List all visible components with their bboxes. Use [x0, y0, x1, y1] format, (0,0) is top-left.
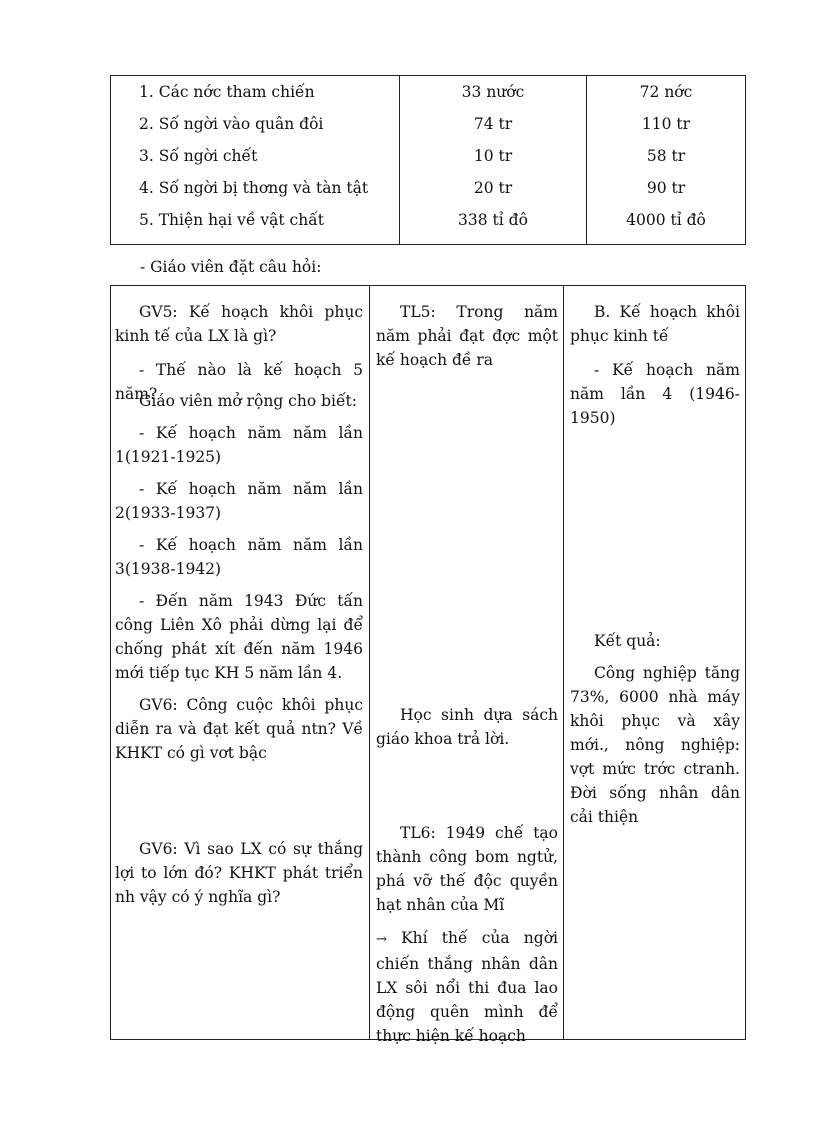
row-label: 2. Số ngời vào quân đôi	[139, 115, 324, 133]
section-b-heading: B. Kế hoạch khôi phục kinh tế	[570, 303, 740, 345]
teacher-question-note: - Giáo viên đặt câu hỏi:	[140, 258, 322, 276]
answer-tl6: TL6: 1949 chế tạo thành công bom ngtử, phá vỡ thế độc quyền hạt nhân của Mĩ	[376, 824, 558, 914]
answer-tl5: TL5: Trong năm năm phải đạt đợc một kế hoạch đề ra	[376, 303, 558, 369]
value: 90 tr	[646, 179, 686, 197]
content-cell	[564, 286, 746, 1040]
value: 72 nớc	[639, 83, 693, 101]
value: 20 tr	[473, 179, 513, 197]
plan-1: - Kế hoạch năm năm lần 1(1921-1925)	[115, 424, 363, 466]
teacher-activity-cell	[111, 286, 370, 1040]
question-gv6-victory: GV6: Vì sao LX có sự thắng lợi to lớn đó? KHKT phát triển nh vậy có ý nghĩa gì?	[115, 840, 363, 906]
plan-3: - Kế hoạch năm năm lần 3(1938-1942)	[115, 536, 363, 578]
consequence-text: Khí thế của ngời chiến thắng nhân dân LX sôi nổi thi đua lao động quên mình để thực hiện kế hoạch	[376, 929, 558, 1045]
teacher-extension: Giáo viên mở rộng cho biết:	[139, 392, 357, 410]
value: 10 tr	[473, 147, 513, 165]
row-label: 4. Số ngời bị thơng và tàn tật	[139, 179, 369, 197]
war-comparison-table	[110, 75, 746, 245]
student-answer: Học sinh dựa sách giáo khoa trả lời.	[376, 706, 558, 748]
student-activity-cell	[370, 286, 564, 1045]
fourth-five-year-plan: - Kế hoạch năm năm lần 4 (1946-1950)	[570, 361, 740, 427]
value: 4000 tỉ đô	[626, 211, 706, 229]
value: 338 tỉ đô	[458, 211, 528, 229]
arrow-right-icon: →	[376, 932, 387, 947]
ww2-values-cell	[587, 76, 746, 245]
question-five-year-plan: - Thế nào là kế hoạch 5 năm?	[115, 361, 363, 403]
question-gv5: GV5: Kế hoạch khôi phục kinh tế của LX là gì?	[115, 303, 363, 345]
ww1-values-cell	[400, 76, 587, 245]
row-label: 1. Các nớc tham chiến	[139, 83, 315, 101]
row-label: 5. Thiện hại về vật chất	[139, 211, 324, 229]
row-label: 3. Số ngời chết	[139, 147, 258, 165]
value: 110 tr	[641, 115, 691, 133]
value: 58 tr	[646, 147, 686, 165]
question-gv6-result: GV6: Công cuộc khôi phục diễn ra và đạt kết quả ntn? Về KHKT có gì vơt bậc	[115, 696, 363, 762]
german-attack-note: - Đến năm 1943 Đức tấn công Liên Xô phải dừng lại để chống phát xít đến năm 1946 mới tiếp tục KH 5 năm lần 4.	[115, 592, 363, 682]
consequence-paragraph	[376, 926, 558, 1048]
plan-2: - Kế hoạch năm năm lần 2(1933-1937)	[115, 480, 363, 522]
results-text: Công nghiệp tăng 73%, 6000 nhà máy khôi phục và xây mới., nông nghiệp: vợt mức trớc ctranh. Đời sống nhân dân cải thiện	[570, 664, 740, 826]
results-heading: Kết quả:	[594, 632, 661, 650]
comparison-labels-cell	[111, 76, 400, 245]
value: 33 nước	[461, 83, 525, 101]
value: 74 tr	[473, 115, 513, 133]
lesson-activity-table	[110, 285, 746, 1045]
